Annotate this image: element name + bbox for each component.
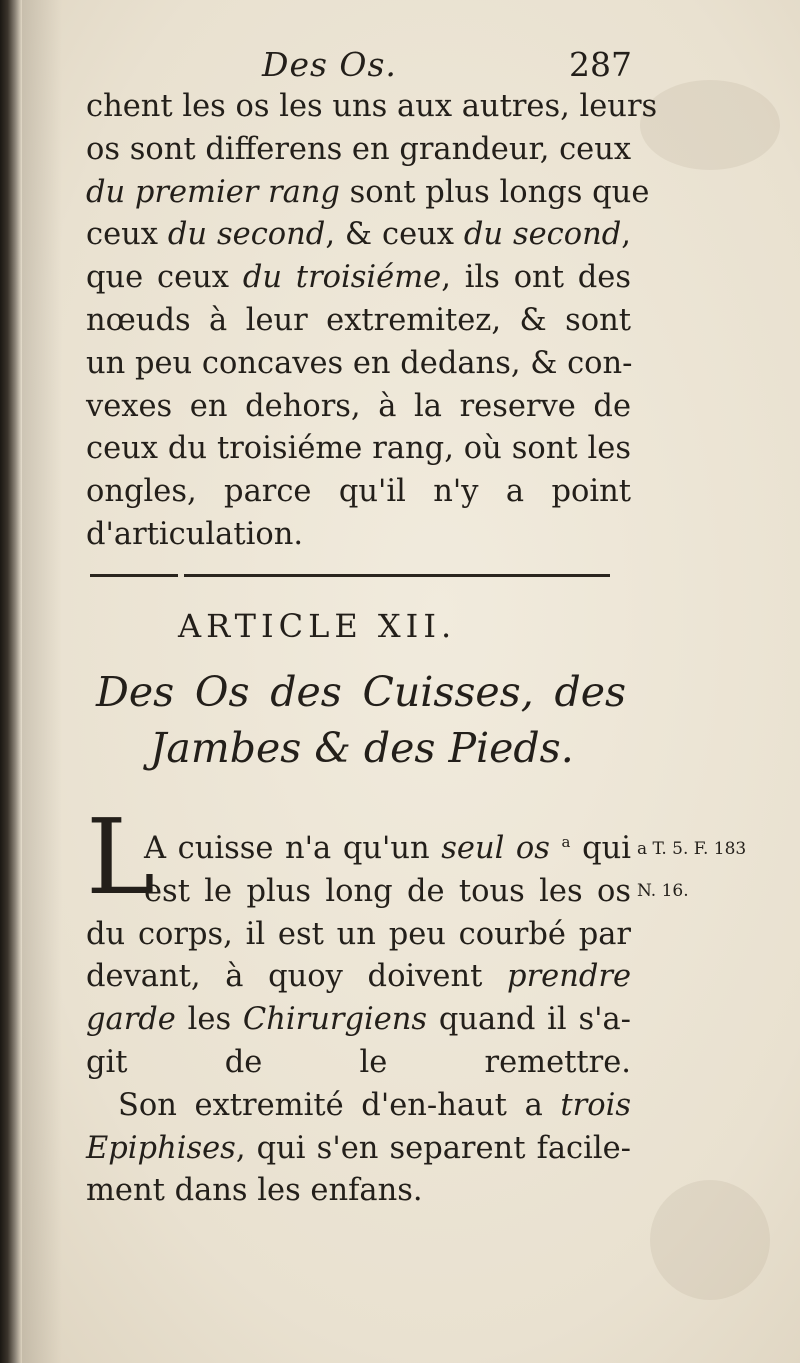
paragraph1-line: [86, 86, 658, 129]
paragraph1-line: [86, 300, 631, 343]
text-run: chent les os les uns aux autres, leurs: [86, 89, 658, 124]
paragraph2-line: [86, 1042, 631, 1085]
text-run: git de le remettre.: [86, 1044, 631, 1080]
text-run: , qui s'en separent facile-: [235, 1130, 631, 1166]
paragraph2-line: [86, 956, 631, 999]
text-run: Epiphises: [86, 1130, 236, 1166]
text-run: les: [175, 1002, 243, 1038]
margin-note-line-2: N. 16.: [637, 881, 689, 901]
paragraph1-line: [86, 257, 631, 300]
paragraph1-line: [86, 514, 631, 557]
subtitle-line-1: Des Os des Cuisses, des: [96, 668, 626, 716]
text-run: quand il s'a-: [427, 1002, 631, 1038]
page-number: 287: [569, 45, 632, 84]
article-heading: ARTICLE XII.: [178, 607, 457, 645]
paragraph1-line: [86, 471, 631, 514]
paragraph-continuation: [86, 86, 658, 557]
text-run: du premier rang: [86, 174, 340, 210]
text-run: ceux du troisiéme rang, où sont les: [86, 431, 631, 467]
paragraph2-line: [86, 999, 631, 1042]
text-run: d'articulation.: [86, 516, 304, 552]
text-run: devant, à quoy doivent: [86, 959, 508, 995]
book-spine-shadow: [0, 0, 22, 1363]
text-run: qui: [570, 831, 632, 866]
text-run: est le plus long de tous les os: [144, 873, 631, 909]
paragraph1-line: [86, 386, 631, 429]
text-run: nœuds à leur extremitez, & sont: [86, 302, 631, 338]
paragraph1-line: [86, 343, 631, 386]
text-run: prendre: [507, 959, 631, 995]
text-run: A cuisse n'a qu'un: [144, 831, 442, 866]
text-run: [550, 831, 562, 866]
paragraph-thigh-bone: [86, 828, 631, 1213]
text-run: seul os: [441, 831, 550, 866]
text-run: vexes en dehors, à la reserve de: [86, 388, 631, 424]
section-divider: [90, 574, 610, 580]
running-title: Des Os.: [262, 45, 397, 84]
text-run: trois: [560, 1087, 631, 1123]
paragraph2-line: [86, 871, 631, 914]
text-run: ,: [621, 217, 631, 253]
text-run: du corps, il est un peu courbé par: [86, 916, 631, 952]
text-run: Son extremité d'en-haut a: [118, 1087, 561, 1123]
text-run: sont plus longs que: [339, 174, 650, 210]
text-run: ceux: [86, 217, 168, 253]
paragraph1-line: [86, 214, 631, 257]
paragraph1-line: [86, 172, 650, 215]
text-run: ongles, parce qu'il n'y a point: [86, 474, 631, 510]
text-run: Chirurgiens: [242, 1002, 428, 1038]
subtitle-line-2: Jambes & des Pieds.: [150, 724, 574, 772]
text-run: , & ceux: [325, 217, 464, 253]
text-run: un peu concaves en dedans, & con-: [86, 345, 633, 381]
article-subtitle: [96, 664, 626, 776]
text-run: du second: [463, 217, 622, 253]
text-run: ment dans les enfans.: [86, 1173, 423, 1209]
text-run: que ceux: [86, 260, 243, 296]
margin-note-line-1: a T. 5. F. 183: [637, 839, 747, 859]
paragraph2-line: [86, 1170, 631, 1213]
text-run: du second: [167, 217, 326, 253]
paragraph2-line: [86, 1128, 631, 1171]
text-run: os sont differens en grandeur, ceux: [86, 131, 632, 167]
paragraph2-line: [86, 828, 631, 871]
paragraph1-line: [86, 428, 631, 471]
running-header: [262, 40, 632, 90]
text-run: , ils ont des: [441, 260, 631, 296]
paragraph2-line: [86, 914, 631, 957]
margin-note: [637, 828, 800, 912]
paragraph1-line: [86, 129, 631, 172]
text-run: du troisiéme: [242, 260, 442, 296]
text-run: garde: [86, 1002, 176, 1038]
paragraph2-line: [86, 1085, 631, 1128]
drop-cap: L: [86, 796, 156, 918]
footnote-marker: a: [561, 833, 571, 851]
